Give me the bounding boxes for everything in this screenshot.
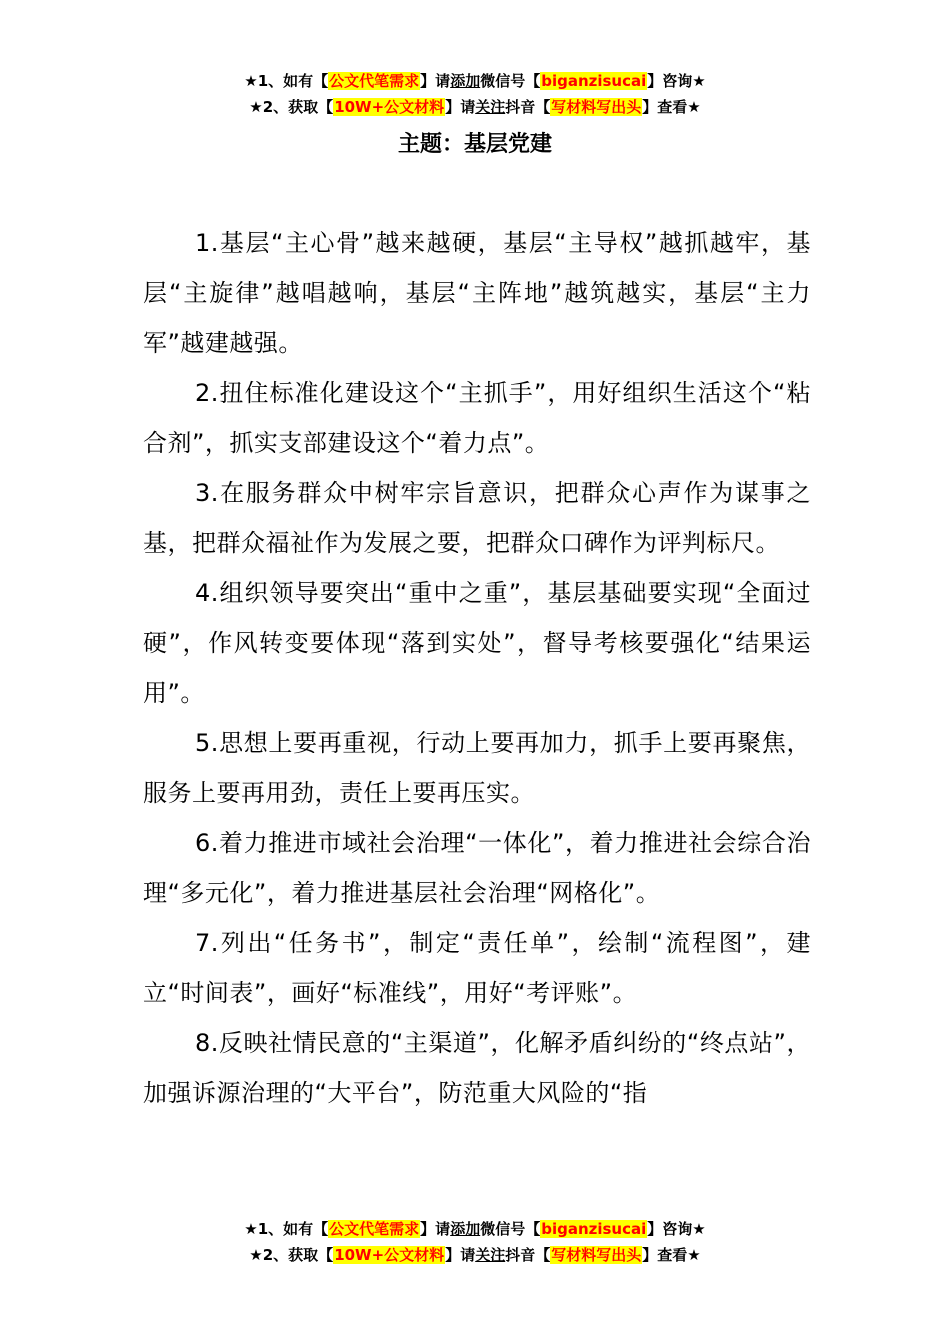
- banner-highlight: 10W+公文材料: [334, 98, 445, 116]
- banner-line-1: [0, 1216, 950, 1242]
- banner-highlight: 公文代笔需求: [329, 1220, 420, 1238]
- banner-text: 】请: [420, 1220, 451, 1238]
- banner-highlight: biganzisucai: [541, 72, 647, 90]
- banner-text: 】请: [445, 1246, 476, 1264]
- banner-emphasis: 添加: [450, 72, 481, 90]
- paragraph: 5.思想上要再重视，行动上要再加力，抓手上要再聚焦，服务上要再用劲，责任上要再压实。: [143, 729, 811, 807]
- page-title: 主题：基层党建: [397, 132, 552, 157]
- paragraph: 3.在服务群众中树牢宗旨意识，把群众心声作为谋事之基，把群众福祉作为发展之要，把群众口碑作为评判标尺。: [143, 479, 811, 557]
- banner-text: 】查看★: [642, 1246, 701, 1264]
- banner-emphasis: 添加: [450, 1220, 481, 1238]
- paragraph: 1.基层“主心骨”越来越硬，基层“主导权”越抓越牢，基层“主旋律”越唱越响，基层“主阵地”越筑越实，基层“主力军”越建越强。: [143, 229, 811, 357]
- banner-text: ★1、如有【: [244, 72, 329, 90]
- banner-text: ★1、如有【: [244, 1220, 329, 1238]
- paragraph: 8.反映社情民意的“主渠道”，化解矛盾纠纷的“终点站”，加强诉源治理的“大平台”，防范重大风险的“指: [143, 1029, 811, 1107]
- banner-text: 微信号【: [480, 72, 541, 90]
- banner-text: ★2、获取【: [249, 1246, 334, 1264]
- paragraph: 6.着力推进市域社会治理“一体化”，着力推进社会综合治理“多元化”，着力推进基层社会治理“网格化”。: [143, 829, 811, 907]
- paragraph: 2.扭住标准化建设这个“主抓手”，用好组织生活这个“粘合剂”，抓实支部建设这个“着力点”。: [143, 379, 811, 457]
- banner-text: 】查看★: [642, 98, 701, 116]
- banner-text: 】咨询★: [647, 1220, 706, 1238]
- banner-highlight: biganzisucai: [541, 1220, 647, 1238]
- banner-text: 抖音【: [505, 1246, 551, 1264]
- banner-emphasis: 关注: [475, 98, 506, 116]
- paragraph: 7.列出“任务书”，制定“责任单”，绘制“流程图”，建立“时间表”，画好“标准线”，用好“考评账”。: [143, 929, 811, 1007]
- banner-highlight: 10W+公文材料: [334, 1246, 445, 1264]
- banner-line-2: [0, 1242, 950, 1268]
- document-body: [143, 218, 811, 1210]
- banner-text: 微信号【: [480, 1220, 541, 1238]
- banner-highlight: 写材料写出头: [551, 1246, 642, 1264]
- banner-text: ★2、获取【: [249, 98, 334, 116]
- header-banner: [0, 68, 950, 120]
- banner-text: 抖音【: [505, 98, 551, 116]
- banner-highlight: 公文代笔需求: [329, 72, 420, 90]
- banner-emphasis: 关注: [475, 1246, 506, 1264]
- banner-text: 】请: [445, 98, 476, 116]
- footer-banner: [0, 1216, 950, 1268]
- paragraph: 4.组织领导要突出“重中之重”，基层基础要实现“全面过硬”，作风转变要体现“落到实处”，督导考核要强化“结果运用”。: [143, 579, 811, 707]
- banner-line-2: [0, 94, 950, 120]
- banner-line-1: [0, 68, 950, 94]
- banner-highlight: 写材料写出头: [551, 98, 642, 116]
- banner-text: 】咨询★: [647, 72, 706, 90]
- banner-text: 】请: [420, 72, 451, 90]
